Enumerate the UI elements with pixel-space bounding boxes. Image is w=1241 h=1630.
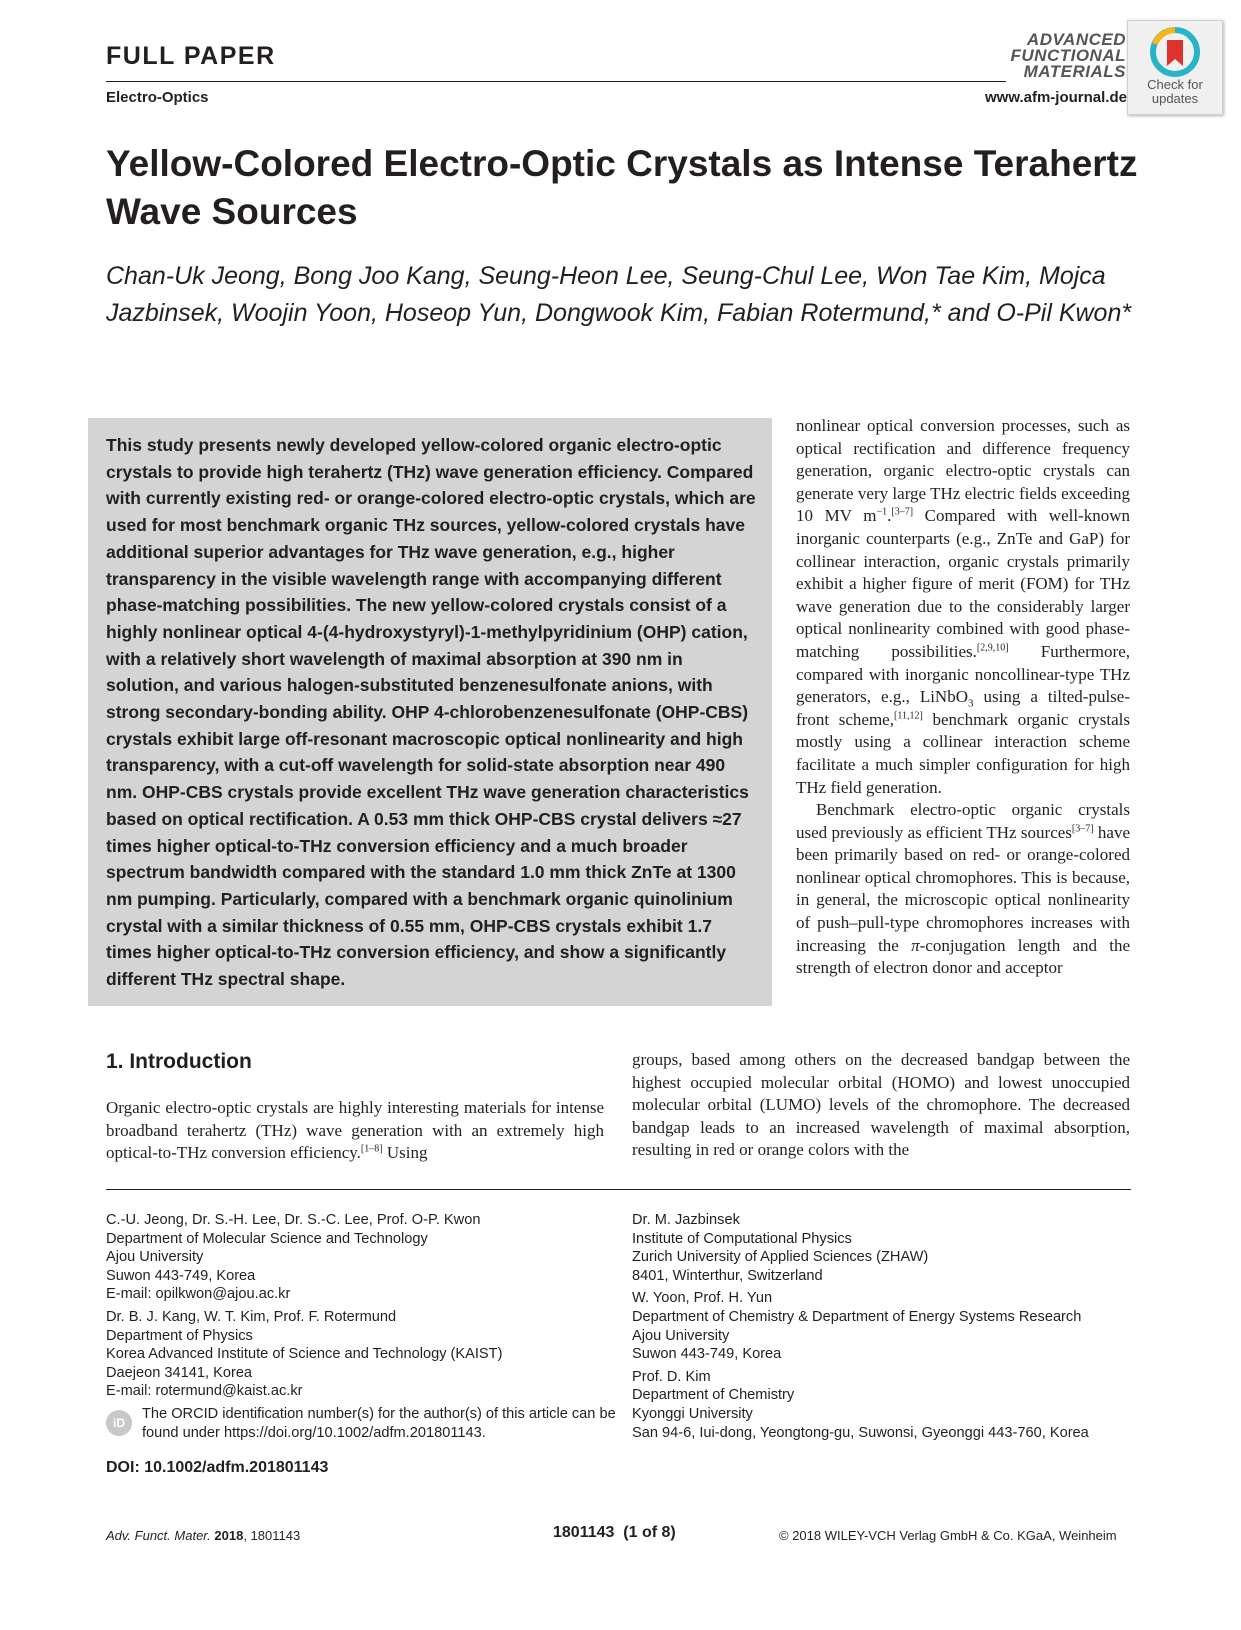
section-label: Electro-Optics bbox=[106, 89, 209, 106]
affiliations-left bbox=[106, 1211, 606, 1405]
affiliation-block bbox=[632, 1289, 1152, 1363]
superscript: −1 bbox=[876, 506, 888, 518]
footer-copyright: © 2018 WILEY-VCH Verlag GmbH & Co. KGaA, Weinheim bbox=[779, 1528, 1117, 1543]
header-rule bbox=[106, 81, 1006, 82]
footer-year: 2018 bbox=[214, 1528, 244, 1543]
affiliation-line: Prof. D. Kim bbox=[632, 1368, 711, 1385]
header-label: FULL PAPER bbox=[106, 42, 276, 70]
journal-logo-line-3: MATERIALS bbox=[1023, 62, 1126, 81]
email-link[interactable]: E-mail: rotermund@kaist.ac.kr bbox=[106, 1383, 303, 1400]
reference-citation[interactable]: [3–7] bbox=[1071, 823, 1094, 835]
footer-citation bbox=[106, 1528, 300, 1543]
affiliation-line: Dr. B. J. Kang, W. T. Kim, Prof. F. Rotermund bbox=[106, 1308, 397, 1325]
footer-journal: Adv. Funct. Mater. bbox=[106, 1528, 211, 1543]
journal-logo-line-2: FUNCTIONAL bbox=[1010, 46, 1126, 65]
body-span: Furthermore, compared with inorganic noncollinear-type THz generators, e.g., LiNbO bbox=[796, 641, 1130, 707]
email-link[interactable]: E-mail: opilkwon@ajou.ac.kr bbox=[106, 1286, 291, 1303]
footnote-rule bbox=[106, 1189, 1131, 1190]
orcid-text[interactable]: The ORCID identification number(s) for the author(s) of this article can be found under https://doi.org/10.1002/adfm.201801143. bbox=[142, 1406, 616, 1441]
body-span: using a tilted-pulse-front scheme, bbox=[796, 687, 1131, 729]
reference-citation[interactable]: [3–7] bbox=[891, 506, 914, 518]
body-span: . bbox=[887, 506, 892, 526]
affiliation-block bbox=[106, 1211, 606, 1304]
body-span: -conjugation length and the strength of electron donor and acceptor bbox=[796, 935, 1130, 978]
affiliation-line: C.-U. Jeong, Dr. S.-H. Lee, Dr. S.-C. Lee, Prof. O-P. Kwon bbox=[106, 1212, 481, 1228]
doi[interactable]: DOI: 10.1002/adfm.201801143 bbox=[106, 1459, 329, 1476]
affiliation-line: Korea Advanced Institute of Science and Technology (KAIST) bbox=[106, 1346, 503, 1363]
check-for-updates-icon bbox=[1149, 26, 1201, 78]
orcid-icon: iD bbox=[106, 1410, 132, 1436]
body-text-left bbox=[106, 1097, 604, 1165]
body-span: groups, based among others on the decreased bandgap between the highest occupied molecular orbital (HOMO) and lowest unoccupied molecular orbital (LUMO) levels of the chromophore. The decreased bandgap leads to an increased wavelength of maximal absorption, resulting in red or orange colors with the bbox=[632, 1050, 1130, 1160]
affiliation-line: 8401, Winterthur, Switzerland bbox=[632, 1267, 823, 1284]
affiliation-line: W. Yoon, Prof. H. Yun bbox=[632, 1290, 773, 1307]
body-span: Using bbox=[382, 1143, 428, 1163]
affiliation-block bbox=[632, 1211, 1152, 1285]
reference-citation[interactable]: [2,9,10] bbox=[976, 642, 1009, 654]
body-span: Benchmark electro-optic organic crystals used previously as efficient THz sources bbox=[796, 800, 1130, 842]
footer-article-number: , 1801143 bbox=[243, 1528, 301, 1543]
reference-citation[interactable]: [1–8] bbox=[360, 1143, 383, 1155]
affiliation-line: Suwon 443-749, Korea bbox=[632, 1346, 782, 1363]
affiliation-line: Dr. M. Jazbinsek bbox=[632, 1212, 740, 1228]
abstract-text: This study presents newly developed yellow-colored organic electro-optic crystals to provide high terahertz (THz) wave generation efficiency. Compared with currently existing red- or orange-colored electro-optic crystals, which are used for most benchmark organic THz sources, yellow-colored crystals have additional superior advantages for THz wave generation, e.g., higher transparency in the visible wavelength range with accompanying different phase-matching possibilities. The new yellow-colored crystals consist of a highly nonlinear optical 4-(4-hydroxystyryl)-1-methylpyridinium (OHP) cation, with a relatively short wavelength of maximal absorption at 390 nm in solution, and various halogen-substituted benzenesulfonate anions, with strong secondary-bonding ability. OHP 4-chlorobenzenesulfonate (OHP-CBS) crystals exhibit large off-resonant macroscopic optical nonlinearity and high transparency, with a cut-off wavelength for solid-state absorption near 490 nm. OHP-CBS crystals provide excellent THz wave generation characteristics based on optical rectification. A 0.53 mm thick OHP-CBS crystal delivers ≈27 times higher optical-to-THz conversion efficiency and a much broader spectrum bandwidth compared with the standard 1.0 mm thick ZnTe at 1300 nm pumping. Particularly, compared with a benchmark organic quinolinium crystal with a similar thickness of 0.55 mm, OHP-CBS crystals exhibit 1.7 times higher optical-to-THz conversion efficiency, and show a significantly different THz spectral shape. bbox=[106, 435, 756, 990]
affiliation-line: Department of Chemistry bbox=[632, 1387, 795, 1404]
affiliation-block bbox=[106, 1308, 606, 1401]
subscript: 3 bbox=[968, 697, 974, 710]
introduction-heading: 1. Introduction bbox=[106, 1050, 252, 1073]
check-updates-label: Check for updates bbox=[1147, 77, 1203, 106]
affiliation-line: Ajou University bbox=[632, 1327, 730, 1344]
affiliation-line: Ajou University bbox=[106, 1249, 204, 1266]
journal-logo bbox=[1006, 32, 1126, 84]
pi-symbol: π bbox=[911, 935, 920, 955]
reference-citation[interactable]: [11,12] bbox=[893, 710, 923, 722]
body-span: nonlinear optical conversion processes, such as optical rectification and difference frequency generation, organic electro-optic crystals can generate very large THz electric fields exceeding 10 MV m bbox=[796, 416, 1130, 526]
affiliation-line: Kyonggi University bbox=[632, 1405, 753, 1422]
affiliation-line: San 94-6, Iui-dong, Yeongtong-gu, Suwonsi, Gyeonggi 443-760, Korea bbox=[632, 1424, 1089, 1441]
footer-page-number: 1801143 (1 of 8) bbox=[553, 1524, 676, 1541]
affiliation-line: Department of Molecular Science and Technology bbox=[106, 1230, 428, 1247]
check-updates-badge[interactable] bbox=[1127, 20, 1223, 115]
author-list: Chan-Uk Jeong, Bong Joo Kang, Seung-Heon Lee, Seung-Chul Lee, Won Tae Kim, Mojca Jazbinsek, Woojin Yoon, Hoseop Yun, Dongwook Kim, Fabian Rotermund,* and O-Pil Kwon* bbox=[106, 262, 1132, 327]
article-title: Yellow-Colored Electro-Optic Crystals as Intense Terahertz Wave Sources bbox=[106, 143, 1138, 232]
body-span: benchmark organic crystals mostly using a collinear interaction scheme facilitate a much simpler configuration for high THz field generation. bbox=[796, 709, 1130, 797]
affiliation-block bbox=[632, 1368, 1152, 1442]
journal-url[interactable]: www.afm-journal.de bbox=[985, 89, 1127, 106]
affiliation-line: Daejeon 34141, Korea bbox=[106, 1364, 253, 1381]
affiliation-line: Suwon 443-749, Korea bbox=[106, 1267, 256, 1284]
body-span: have been primarily based on red- or orange-colored nonlinear optical chromophores. This is because, in general, the microscopic optical nonlinearity of push–pull-type chromophores increases with increasing the bbox=[796, 822, 1131, 955]
affiliations-right bbox=[632, 1211, 1152, 1446]
affiliation-line: Institute of Computational Physics bbox=[632, 1230, 852, 1247]
affiliation-line: Department of Chemistry & Department of Energy Systems Research bbox=[632, 1308, 1082, 1325]
journal-logo-line-1: ADVANCED bbox=[1026, 30, 1126, 49]
body-span: Organic electro-optic crystals are highly interesting materials for intense broadband terahertz (THz) wave generation with an extremely high optical-to-THz conversion efficiency. bbox=[106, 1098, 604, 1163]
body-span: Compared with well-known inorganic counterparts (e.g., ZnTe and GaP) for collinear interaction, organic crystals primarily exhibit a higher figure of merit (FOM) for THz wave generation due to the considerably larger optical nonlinearity combined with good phase-matching possibilities. bbox=[796, 506, 1130, 661]
body-text-right-top bbox=[796, 415, 1130, 980]
affiliation-line: Zurich University of Applied Sciences (ZHAW) bbox=[632, 1249, 929, 1266]
body-text-right-bottom bbox=[632, 1049, 1130, 1162]
affiliation-line: Department of Physics bbox=[106, 1327, 253, 1344]
